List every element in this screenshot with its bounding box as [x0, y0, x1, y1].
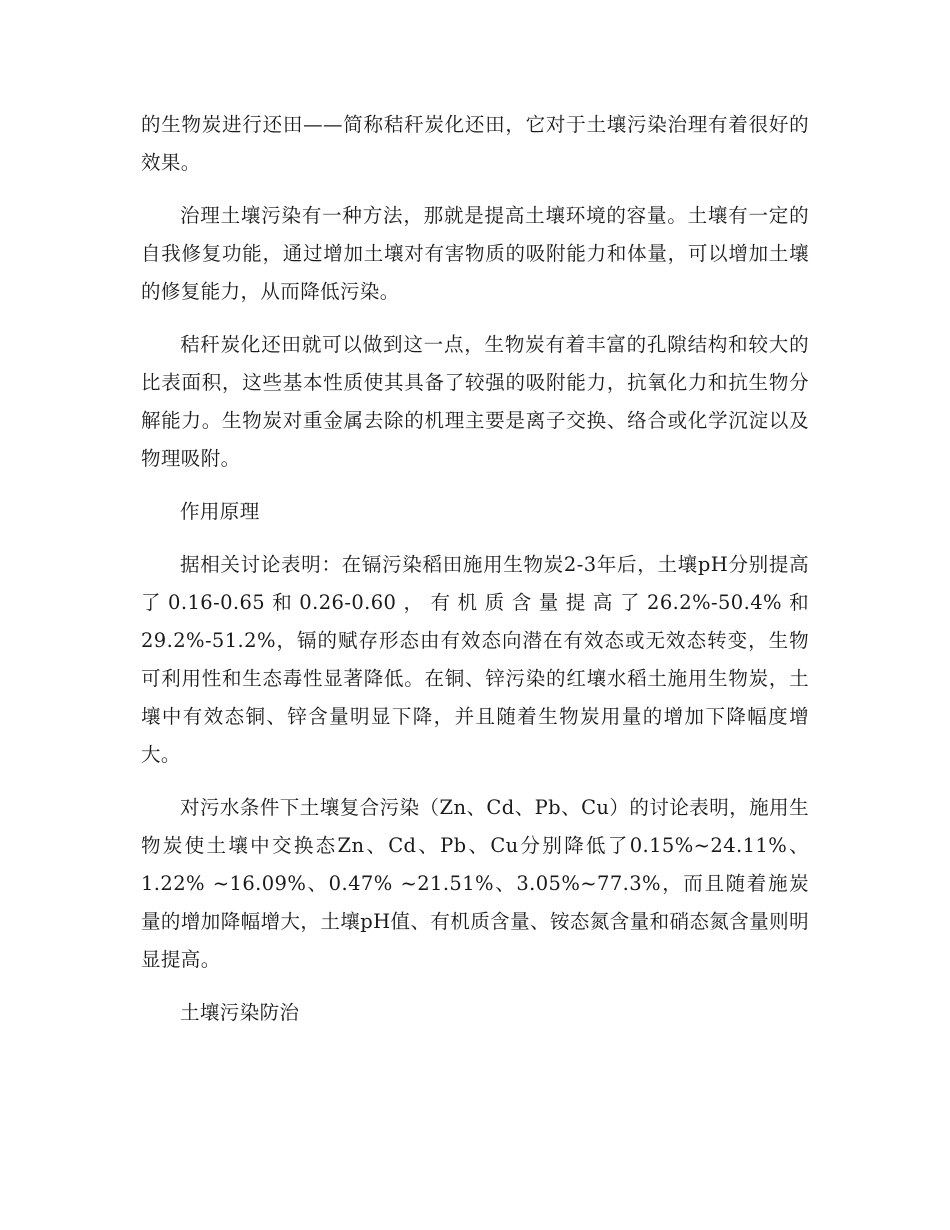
- paragraph-cadmium-study: 据相关讨论表明：在镉污染稻田施用生物炭2-3年后，土壤pH分别提高了0.16-0.65和0.26-0.60，有机质含量提高了26.2%-50.4%和29.2%-51.2%，镉的赋存形态由有效态向潜在有效态或无效态转变，生物可利用性和生态毒性显著降低。在铜、锌污染的红壤水稻土施用生物炭，土壤中有效态铜、锌含量明显下降，并且随着生物炭用量的增加下降幅度增大。: [141, 553, 809, 766]
- document-body: [141, 106, 809, 1047]
- section-heading-prevention: 土壤污染防治: [180, 1001, 300, 1024]
- paragraph-compound-pollution: 对污水条件下土壤复合污染（Zn、Cd、Pb、Cu）的讨论表明，施用生物炭使土壤中交换态Zn、Cd、Pb、Cu分别降低了0.15%~24.11%、1.22% ~16.09%、0.47% ~21.51%、3.05%~77.3%，而且随着施炭量的增加降幅增大，土壤pH值、有机质含量、铵态氮含量和硝态氮含量则明显提高。: [141, 796, 809, 971]
- paragraph-continuation: 的生物炭进行还田——简称秸秆炭化还田，它对于土壤污染治理有着很好的效果。: [141, 113, 809, 174]
- paragraph-biochar-properties: 秸秆炭化还田就可以做到这一点，生物炭有着丰富的孔隙结构和较大的比表面积，这些基本性质使其具备了较强的吸附能力，抗氧化力和抗生物分解能力。生物炭对重金属去除的机理主要是离子交换、络合或化学沉淀以及物理吸附。: [141, 333, 809, 470]
- paragraph-soil-capacity: 治理土壤污染有一种方法，那就是提高土壤环境的容量。土壤有一定的自我修复功能，通过增加土壤对有害物质的吸附能力和体量，可以增加土壤的修复能力，从而降低污染。: [141, 204, 809, 303]
- section-heading-mechanism: 作用原理: [180, 500, 260, 523]
